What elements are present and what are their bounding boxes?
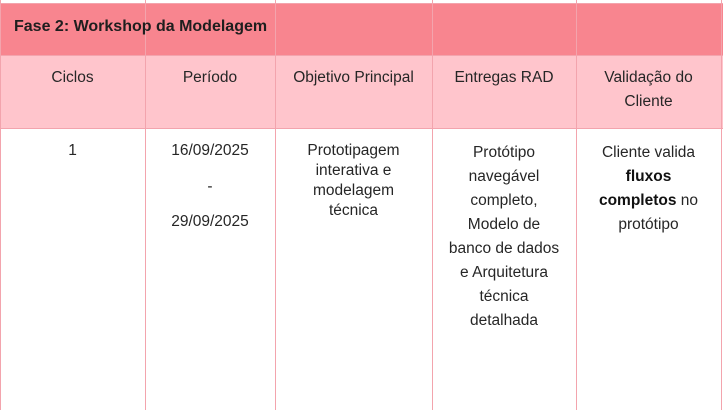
header-validacao [576,66,721,114]
cell-objetivo-line: técnica [328,202,379,219]
grid-line [0,0,1,410]
header-objetivo: Objetivo Principal [293,69,414,86]
cell-periodo-sep: - [207,178,213,195]
cell-entregas-line: e Arquitetura [460,264,548,281]
cell-validacao-line: protótipo [618,216,679,233]
cell-periodo-fim: 29/09/2025 [171,213,249,230]
grid-line [0,55,723,56]
header-entregas: Entregas RAD [454,69,554,86]
cell-validacao-line [576,189,721,213]
cell-validacao-line: Cliente valida [601,144,696,161]
grid-line [145,0,146,410]
grid-line [0,3,723,4]
cell-validacao-text: no [676,192,699,209]
cell-objetivo [275,141,432,221]
cell-entregas-line: detalhada [469,312,539,329]
header-validacao-line: Validação do [604,69,693,86]
cell-entregas-line: completo, [470,192,538,209]
cell-periodo-inicio: 16/09/2025 [171,142,249,159]
cell-entregas-line: Protótipo [472,144,536,161]
cell-objetivo-line: modelagem [313,182,394,199]
cell-entregas-line: banco de dados [448,240,560,257]
cell-ciclo: 1 [68,142,77,159]
cell-entregas-line: técnica [479,288,529,305]
cell-validacao [576,141,721,237]
cell-objetivo-line: Prototipagem [307,142,400,159]
phase-title: Fase 2: Workshop da Modelagem [14,18,268,35]
cell-validacao-bold: completos [598,192,677,209]
cell-entregas-line: Modelo de [467,216,541,233]
cell-validacao-bold: fluxos [625,168,672,185]
cell-objetivo-line: interativa e [315,162,392,179]
header-ciclos: Ciclos [51,69,94,86]
header-periodo: Período [182,69,238,86]
cell-validacao-line [576,165,721,189]
grid-line [0,128,723,129]
cell-entregas-line: navegável [468,168,540,185]
cell-entregas [432,141,576,333]
header-validacao-line: Cliente [624,93,673,110]
grid-line [721,0,722,410]
